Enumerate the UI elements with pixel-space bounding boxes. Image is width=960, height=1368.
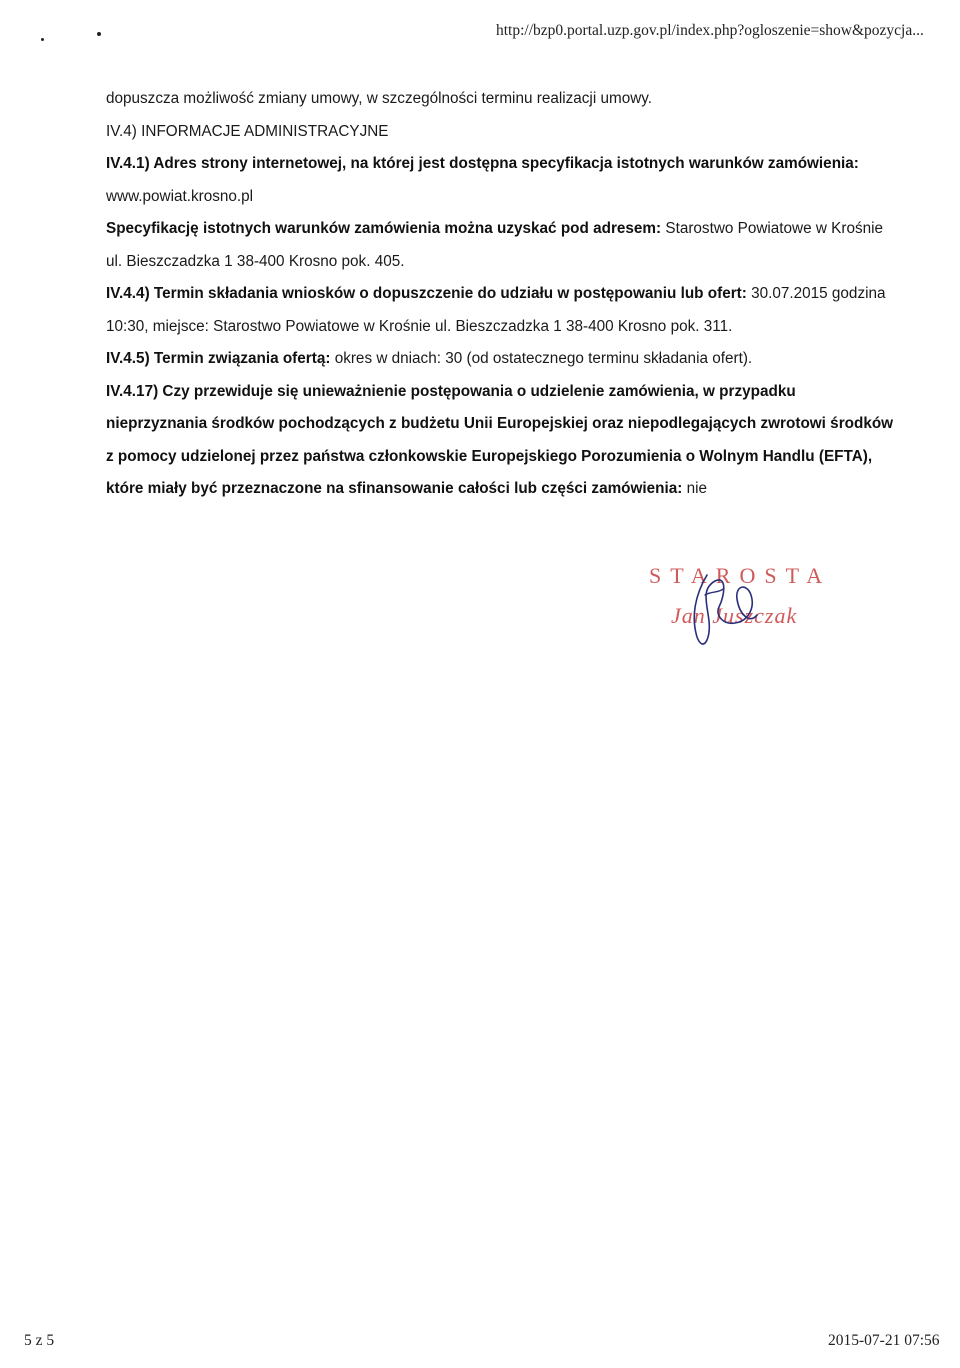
paragraph-specification [106,213,896,278]
document-body [106,83,896,506]
print-datetime: 2015-07-21 07:56 [828,1332,940,1349]
page-number: 5 z 5 [24,1332,55,1349]
paragraph-iv417 [106,376,896,506]
handwritten-signature [645,555,835,665]
page-url-header: http://bzp0.portal.uzp.gov.pl/index.php?ogloszenie=show&pozycja... [496,22,924,39]
iv41-label: IV.4.1) Adres strony internetowej, na której jest dostępna specyfikacja istotnych warunków zamówienia: [106,155,859,172]
iv45-label: IV.4.5) Termin związania ofertą: [106,350,331,367]
paragraph-amendment: dopuszcza możliwość zmiany umowy, w szczególności terminu realizacji umowy. [106,90,653,107]
paragraph-iv44 [106,278,896,343]
scan-mark [41,38,44,41]
iv45-binding-period: okres w dniach: 30 (od ostatecznego terminu składania ofert). [334,350,753,367]
iv417-answer: nie [686,480,708,497]
starosta-stamp [645,555,835,665]
stamp-name: Jan Juszczak [671,603,798,628]
spec-address: Starostwo Powiatowe w Krośnie ul. Bieszczadzka 1 38-400 Krosno pok. 405. [106,220,884,270]
iv44-label: IV.4.4) Termin składania wniosków o dopuszczenie do udziału w postępowaniu lub ofert: [106,285,747,302]
spec-label: Specyfikację istotnych warunków zamówienia można uzyskać pod adresem: [106,220,662,237]
iv417-label: IV.4.17) Czy przewiduje się unieważnienie postępowania o udzielenie zamówienia, w przypadku nieprzyznania środków pochodzących z budżetu Unii Europejskiej oraz niepodlegających zwrotowi środków z pomocy udzielonej przez państwa członkowskie Europejskiego Porozumienia o Wolnym Handlu (EFTA), które miały być przeznaczone na sfinansowanie całości lub części zamówienia: [106,382,894,497]
paragraph-iv41 [106,148,896,213]
scan-mark [97,32,101,36]
section-heading-administrative: IV.4) INFORMACJE ADMINISTRACYJNE [106,122,389,140]
iv44-deadline: 30.07.2015 godzina 10:30, miejsce: Starostwo Powiatowe w Krośnie ul. Bieszczadzka 1 38-400 Krosno pok. 311. [106,285,886,335]
paragraph-iv45 [106,343,896,376]
stamp-title: STAROSTA [649,563,832,588]
iv41-website: www.powiat.krosno.pl [106,187,254,205]
